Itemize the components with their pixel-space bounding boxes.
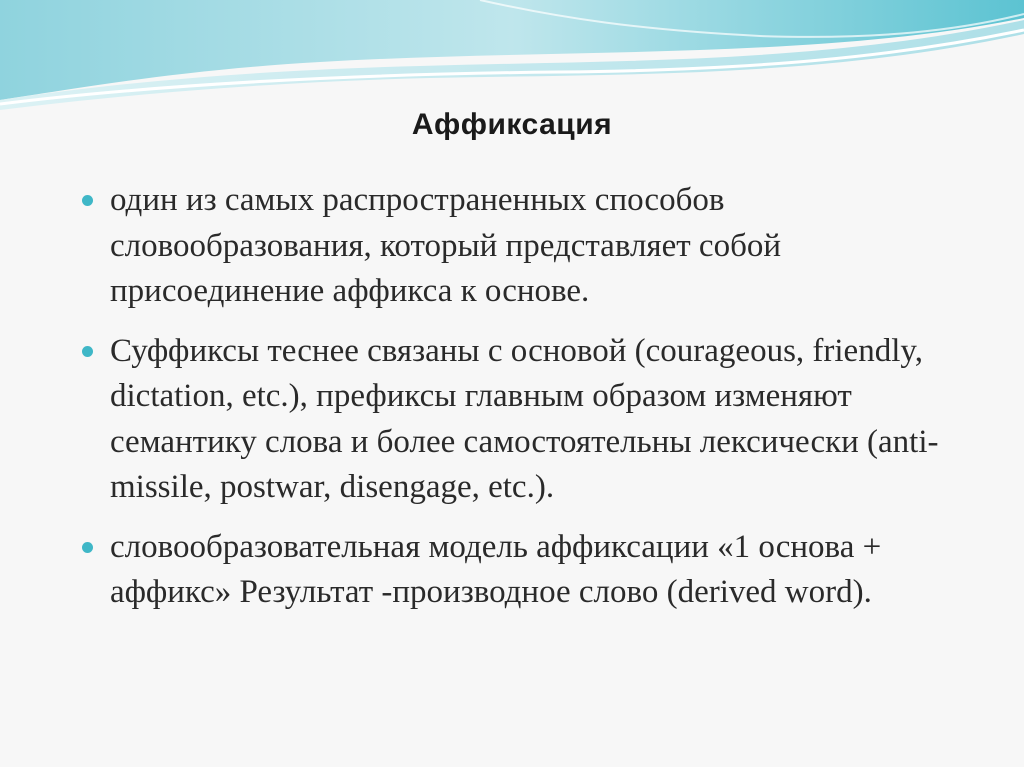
bullet-list <box>78 178 978 630</box>
bullet-dot-icon <box>82 542 93 553</box>
bullet-text: словообразовательная модель аффиксации «1 основа + аффикс» Результат -производное слово (derived word). <box>110 528 882 610</box>
bullet-text: Суффиксы теснее связаны с основой (courageous, friendly, dictation, etc.), префиксы главным образом изменяют семантику слова и более самостоятельны лексически (anti-missile, postwar, disengage, etc.). <box>110 332 939 505</box>
slide-title: Аффиксация <box>411 108 613 141</box>
list-item <box>78 329 978 511</box>
list-item <box>78 525 978 616</box>
bullet-text: один из самых распространенных способов словообразования, который представляет собой присоединение аффикса к основе. <box>110 182 782 309</box>
header-wave-decoration <box>0 0 1024 120</box>
list-item <box>78 178 978 315</box>
bullet-dot-icon <box>82 195 93 206</box>
bullet-dot-icon <box>82 346 93 357</box>
